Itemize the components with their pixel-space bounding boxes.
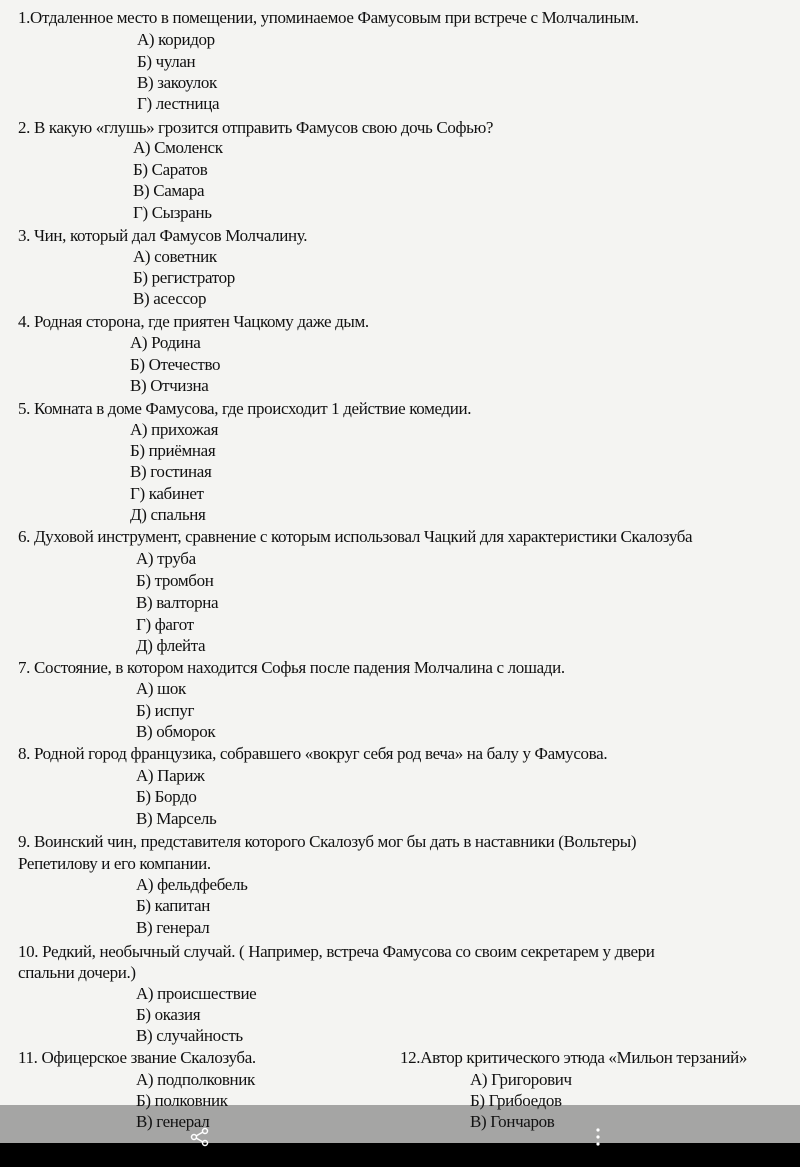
answer-option: А) происшествие [136, 984, 257, 1003]
answer-option: Д) флейта [136, 636, 206, 655]
answer-option: А) подполковник [136, 1070, 255, 1089]
answer-option: Б) оказия [136, 1005, 201, 1024]
answer-option: А) шок [136, 679, 186, 698]
question-text-continued: спальни дочери.) [18, 963, 136, 982]
answer-option: А) труба [136, 549, 196, 568]
answer-option: В) асессор [133, 289, 207, 308]
answer-option: Б) Бордо [136, 787, 197, 806]
answer-option: В) Марсель [136, 809, 217, 828]
answer-option: В) Гончаров [470, 1112, 555, 1131]
answer-option: В) закоулок [137, 73, 217, 92]
answer-option: А) советник [133, 247, 217, 266]
answer-option: В) Самара [133, 181, 205, 200]
answer-option: Б) капитан [136, 896, 210, 915]
answer-option: В) обморок [136, 722, 216, 741]
question-text: 4. Родная сторона, где приятен Чацкому даже дым. [18, 312, 369, 331]
answer-option: А) Родина [130, 333, 201, 352]
question-text: 9. Воинский чин, представителя которого Скалозуб мог бы дать в наставники (Вольтеры) [18, 832, 637, 851]
answer-option: В) генерал [136, 918, 210, 937]
question-text: 10. Редкий, необычный случай. ( Например, встреча Фамусова со своим секретарем у двери [18, 942, 655, 961]
answer-option: Б) Отечество [130, 355, 221, 374]
question-text: 8. Родной город французика, собравшего «вокруг себя род веча» на балу у Фамусова. [18, 744, 608, 763]
answer-option: В) гостиная [130, 462, 212, 481]
answer-option: Г) Сызрань [133, 203, 212, 222]
answer-option: В) валторна [136, 593, 219, 612]
answer-option: Б) чулан [137, 52, 196, 71]
answer-option: Б) Грибоедов [470, 1091, 562, 1110]
more-vert-icon[interactable] [590, 1127, 606, 1152]
answer-option: Г) кабинет [130, 484, 204, 503]
question-text: 1.Отдаленное место в помещении, упоминаемое Фамусовым при встрече с Молчалиным. [18, 8, 639, 27]
answer-option: Б) приёмная [130, 441, 216, 460]
question-text: 12.Автор критического этюда «Мильон терзаний» [400, 1048, 748, 1067]
question-text: 11. Офицерское звание Скалозуба. [18, 1048, 256, 1067]
system-bar [0, 1143, 800, 1167]
question-text: 5. Комната в доме Фамусова, где происходит 1 действие комедии. [18, 399, 472, 418]
answer-option: Б) испуг [136, 701, 195, 720]
answer-option: Д) спальня [130, 505, 206, 524]
question-text: 6. Духовой инструмент, сравнение с которым использовал Чацкий для характеристики Скалозуба [18, 527, 693, 546]
answer-option: Б) полковник [136, 1091, 228, 1110]
answer-option: В) генерал [136, 1112, 210, 1131]
answer-option: Г) фагот [136, 615, 194, 634]
answer-option: Г) лестница [137, 94, 220, 113]
answer-option: А) фельдфебель [136, 875, 248, 894]
answer-option: В) случайность [136, 1026, 243, 1045]
answer-option: А) коридор [137, 30, 215, 49]
answer-option: Б) Саратов [133, 160, 208, 179]
question-text: 3. Чин, который дал Фамусов Молчалину. [18, 226, 308, 245]
answer-option: А) прихожая [130, 420, 219, 439]
share-icon[interactable] [190, 1127, 210, 1152]
question-text: 2. В какую «глушь» грозится отправить Фамусов свою дочь Софью? [18, 118, 494, 137]
answer-option: А) Париж [136, 766, 205, 785]
answer-option: Б) регистратор [133, 268, 235, 287]
answer-option: А) Григорович [470, 1070, 572, 1089]
question-text-continued: Репетилову и его компании. [18, 854, 211, 873]
answer-option: В) Отчизна [130, 376, 209, 395]
answer-option: Б) тромбон [136, 571, 214, 590]
question-text: 7. Состояние, в котором находится Софья после падения Молчалина с лошади. [18, 658, 565, 677]
answer-option: А) Смоленск [133, 138, 223, 157]
